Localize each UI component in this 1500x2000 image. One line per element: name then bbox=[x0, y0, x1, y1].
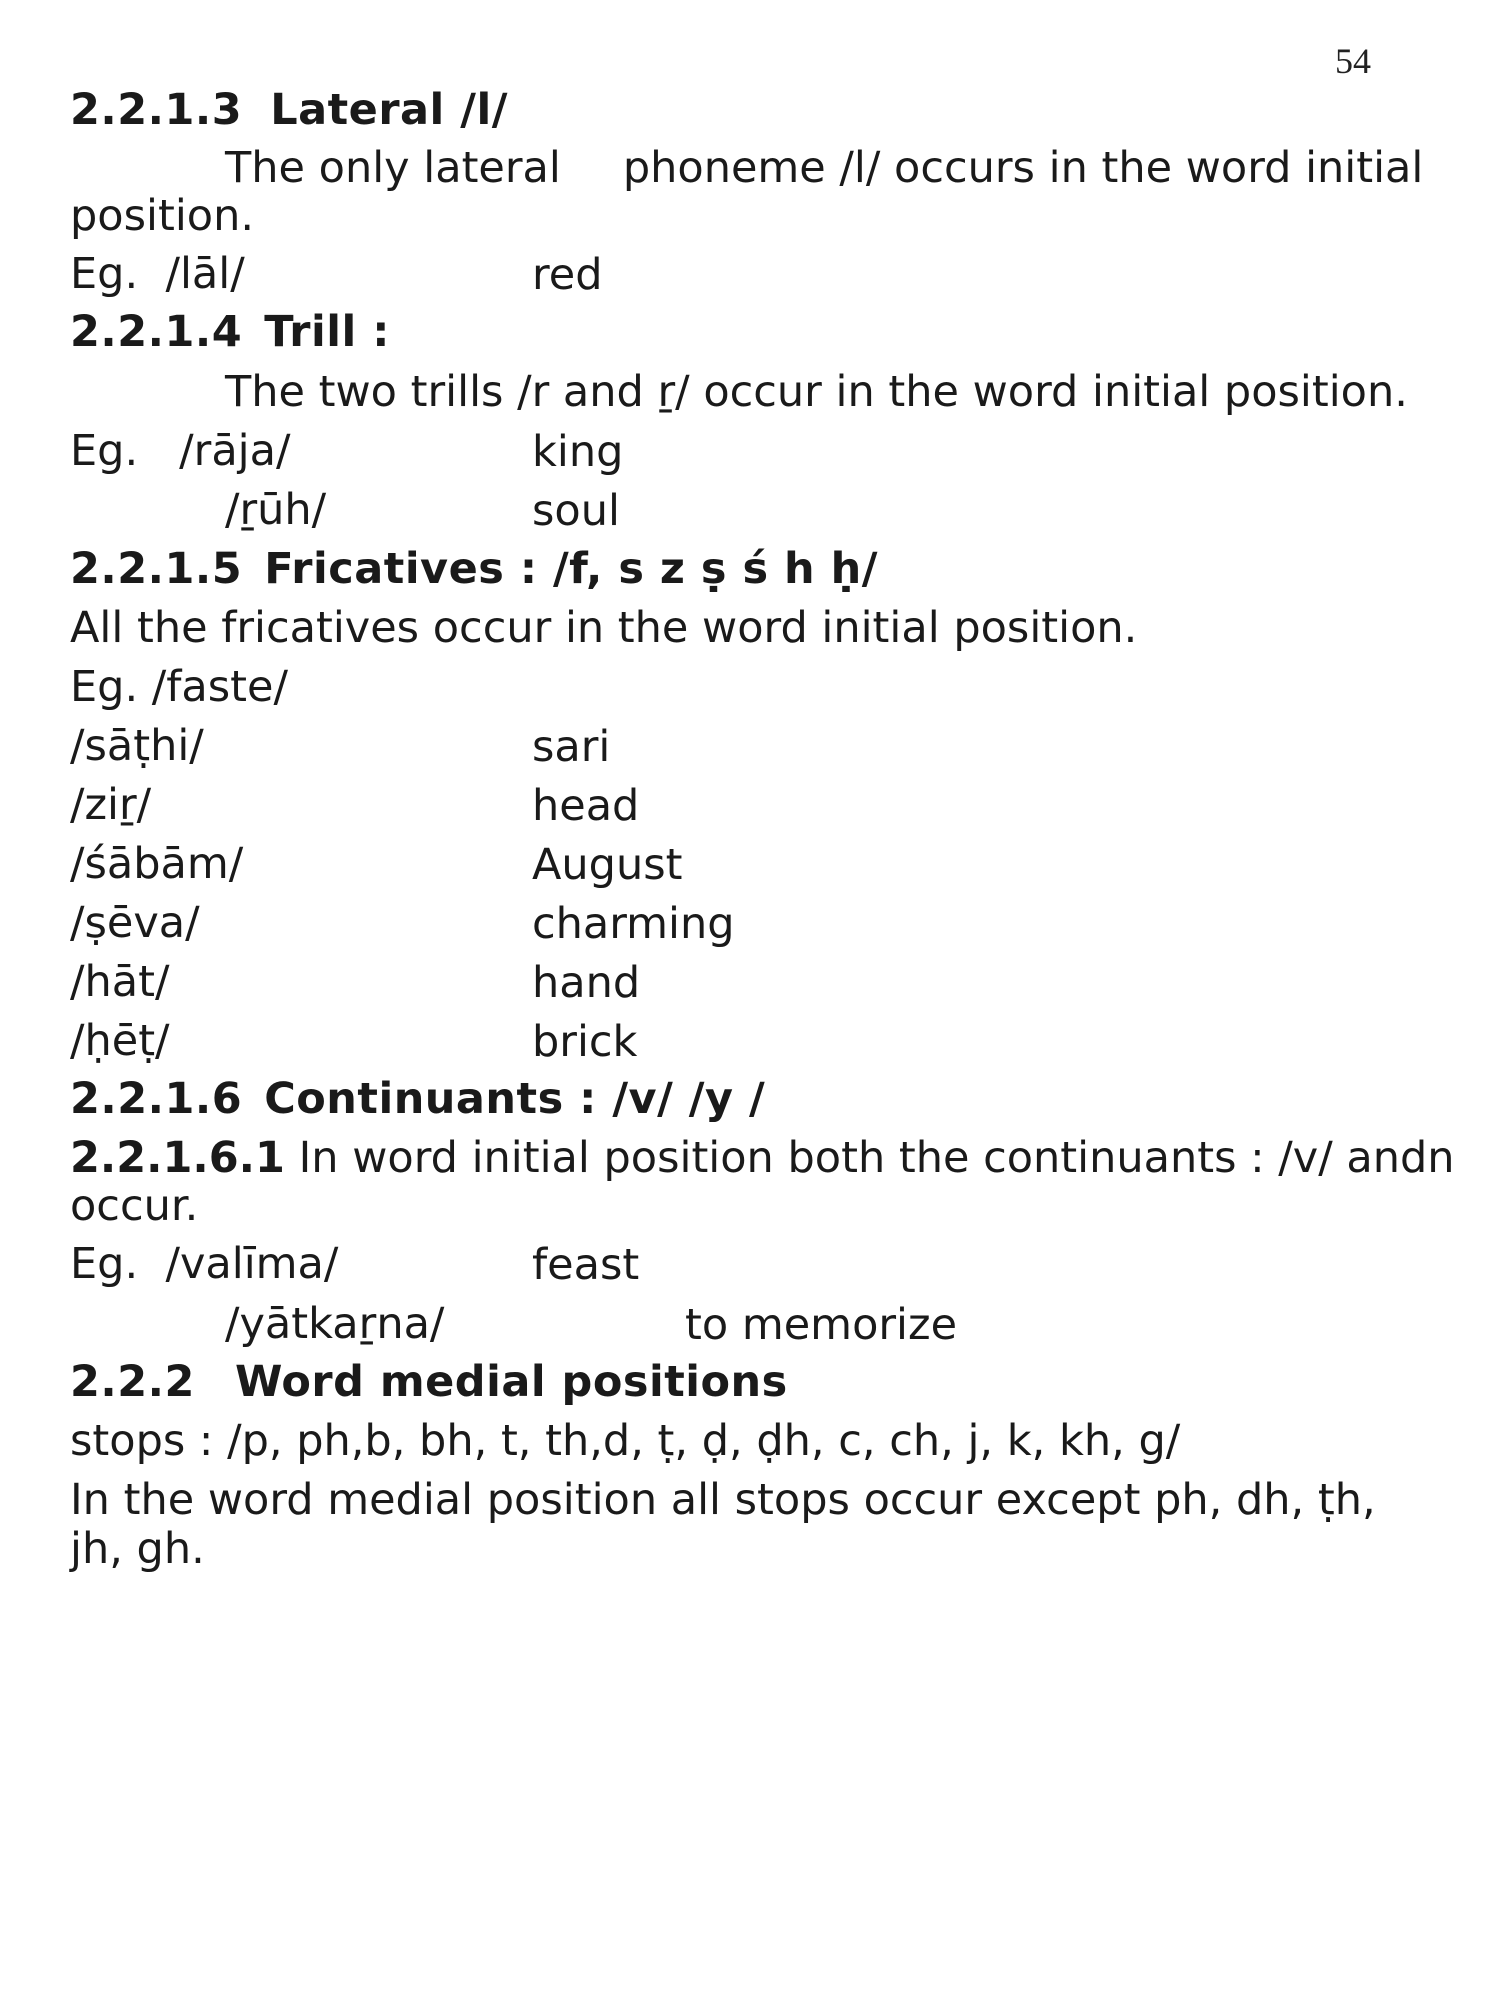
example-word: /sāṭhi/ bbox=[70, 721, 204, 771]
subsection-number: 2.2.1.6.1 bbox=[70, 1133, 285, 1183]
eg-label: Eg. bbox=[70, 1239, 139, 1289]
example-gloss: soul bbox=[532, 486, 620, 536]
example-gloss: feast bbox=[532, 1240, 640, 1290]
example-row bbox=[70, 1240, 338, 1289]
eg-label: Eg. bbox=[70, 426, 139, 476]
heading-trill bbox=[70, 308, 390, 357]
example-word: /rāja/ bbox=[179, 426, 291, 476]
heading-number: 2.2.1.4 bbox=[70, 307, 243, 357]
heading-number: 2.2.1.5 bbox=[70, 544, 243, 594]
example-row bbox=[70, 427, 290, 476]
example-word: /ziṟ/ bbox=[70, 780, 152, 830]
lateral-text-part1: The only lateral bbox=[225, 143, 561, 193]
example-word: /ḥēṭ/ bbox=[70, 1016, 170, 1066]
stops-line: stops : /p, ph,b, bh, t, th,d, ṭ, ḍ, ḍh, c, ch, j, k, kh, g/ bbox=[70, 1416, 1181, 1466]
lateral-text-part2: phoneme /l/ occurs in the word initial bbox=[622, 143, 1424, 193]
heading-title: Word medial positions bbox=[234, 1357, 788, 1407]
heading-title: Fricatives : /f, s z ṣ ś h ḥ/ bbox=[264, 544, 878, 594]
medial-paragraph-line2: jh, gh. bbox=[70, 1524, 205, 1574]
lateral-paragraph-line2: position. bbox=[70, 191, 254, 241]
heading-fricatives bbox=[70, 545, 878, 594]
example-gloss: head bbox=[532, 781, 640, 831]
example-gloss: king bbox=[532, 427, 624, 477]
example-word: /yātkaṟna/ bbox=[225, 1299, 445, 1349]
example-gloss: brick bbox=[532, 1017, 638, 1067]
example-word: /śābām/ bbox=[70, 839, 244, 889]
lateral-paragraph-line1 bbox=[225, 144, 1423, 193]
example-gloss: charming bbox=[532, 899, 735, 949]
example-gloss: hand bbox=[532, 958, 641, 1008]
example-word: /valīma/ bbox=[165, 1239, 339, 1289]
heading-title: Continuants : /v/ /y / bbox=[264, 1074, 766, 1124]
heading-title: Lateral /l/ bbox=[270, 85, 508, 135]
heading-continuants bbox=[70, 1075, 765, 1124]
example-row bbox=[70, 250, 245, 299]
example-word: /hāt/ bbox=[70, 957, 170, 1007]
heading-number: 2.2.1.3 bbox=[70, 85, 243, 135]
example-gloss: sari bbox=[532, 722, 611, 772]
page-number: 54 bbox=[1335, 41, 1371, 81]
example-gloss: to memorize bbox=[685, 1300, 958, 1350]
fricatives-paragraph: All the fricatives occur in the word initial position. bbox=[70, 603, 1138, 653]
continuants-subsection-line2: occur. bbox=[70, 1181, 199, 1231]
example-word: /ṣēva/ bbox=[70, 898, 200, 948]
example-eg-line: Eg. /faste/ bbox=[70, 662, 288, 712]
heading-medial bbox=[70, 1358, 788, 1407]
example-word: /lāl/ bbox=[165, 249, 245, 299]
example-word: /ṟūh/ bbox=[225, 485, 327, 535]
example-gloss: August bbox=[532, 840, 683, 890]
eg-label: Eg. bbox=[70, 249, 139, 299]
heading-title: Trill : bbox=[264, 307, 390, 357]
continuants-subsection-line1 bbox=[70, 1134, 1455, 1183]
medial-paragraph-line1: In the word medial position all stops occur except ph, dh, ṭh, bbox=[70, 1475, 1376, 1525]
example-gloss: red bbox=[532, 250, 603, 300]
heading-number: 2.2.2 bbox=[70, 1357, 195, 1407]
subsection-text: In word initial position both the continuants : /v/ andn bbox=[298, 1133, 1455, 1183]
heading-number: 2.2.1.6 bbox=[70, 1074, 243, 1124]
heading-lateral bbox=[70, 86, 508, 135]
trill-paragraph: The two trills /r and ṟ/ occur in the word initial position. bbox=[225, 367, 1408, 417]
